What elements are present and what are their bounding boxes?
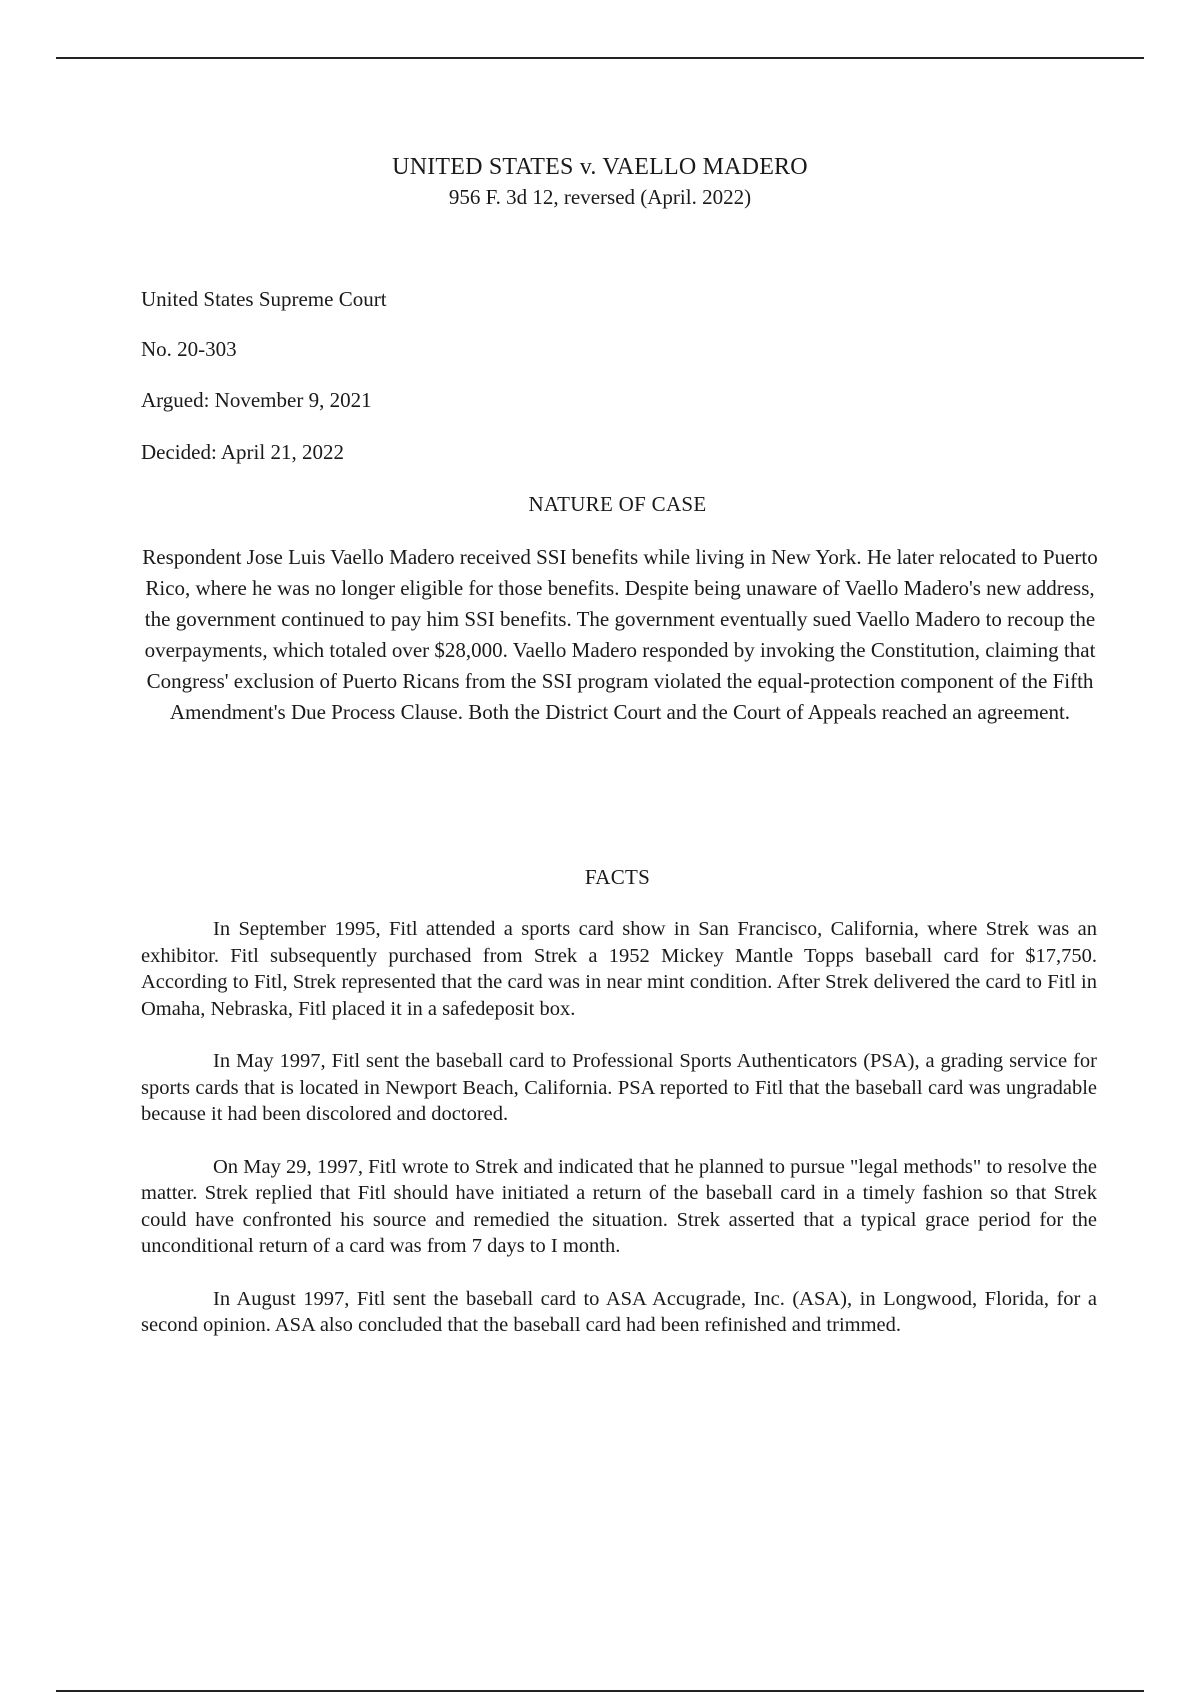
- facts-paragraph-3: On May 29, 1997, Fitl wrote to Strek and indicated that he planned to pursue "legal methods" to resolve the matter. Strek replied that Fitl should have initiated a return of the baseball card in a timely fashion so that Strek could have confronted his source and remedied the situation. Strek asserted that a typical grace period for the unconditional return of a card was from 7 days to I month.: [141, 1155, 1097, 1257]
- decided-date: Decided: April 21, 2022: [141, 440, 344, 464]
- docket-number: No. 20-303: [141, 337, 237, 361]
- nature-of-case-heading: NATURE OF CASE: [528, 492, 707, 516]
- argued-date: Argued: November 9, 2021: [141, 388, 372, 412]
- facts-paragraph-4: In August 1997, Fitl sent the baseball card to ASA Accugrade, Inc. (ASA), in Longwood, Florida, for a second opinion. ASA also concluded that the baseball card had been refinished and trimmed.: [141, 1287, 1097, 1336]
- facts-paragraph-1: In September 1995, Fitl attended a sports card show in San Francisco, California, where Strek was an exhibitor. Fitl subsequently purchased from Strek a 1952 Mickey Mantle Topps baseball card for $17,750. According to Fitl, Strek represented that the card was in near mint condition. After Strek delivered the card to Fitl in Omaha, Nebraska, Fitl placed it in a safedeposit box.: [141, 918, 1097, 1020]
- top-rule: [56, 57, 1144, 59]
- bottom-rule: [56, 1690, 1144, 1692]
- facts-body: [141, 916, 1097, 1365]
- facts-heading: FACTS: [584, 865, 651, 889]
- title-block: [0, 152, 1200, 212]
- facts-paragraph-2: In May 1997, Fitl sent the baseball card to Professional Sports Authenticators (PSA), a grading service for sports cards that is located in Newport Beach, California. PSA reported to Fitl that the baseball card was ungradable because it had been discolored and doctored.: [141, 1050, 1097, 1125]
- case-title: UNITED STATES v. VAELLO MADERO: [392, 154, 808, 180]
- nature-of-case-text: Respondent Jose Luis Vaello Madero received SSI benefits while living in New York. He later relocated to Puerto Rico, where he was no longer eligible for those benefits. Despite being unaware of Vaello Madero's new address, the government continued to pay him SSI benefits. The government eventually sued Vaello Madero to recoup the overpayments, which totaled over $28,000. Vaello Madero responded by invoking the Constitution, claiming that Congress' exclusion of Puerto Ricans from the SSI program violated the equal-protection component of the Fifth Amendment's Due Process Clause. Both the District Court and the Court of Appeals reached an agreement.: [142, 545, 1098, 724]
- court-name: United States Supreme Court: [141, 287, 387, 311]
- case-citation: 956 F. 3d 12, reversed (April. 2022): [448, 185, 752, 209]
